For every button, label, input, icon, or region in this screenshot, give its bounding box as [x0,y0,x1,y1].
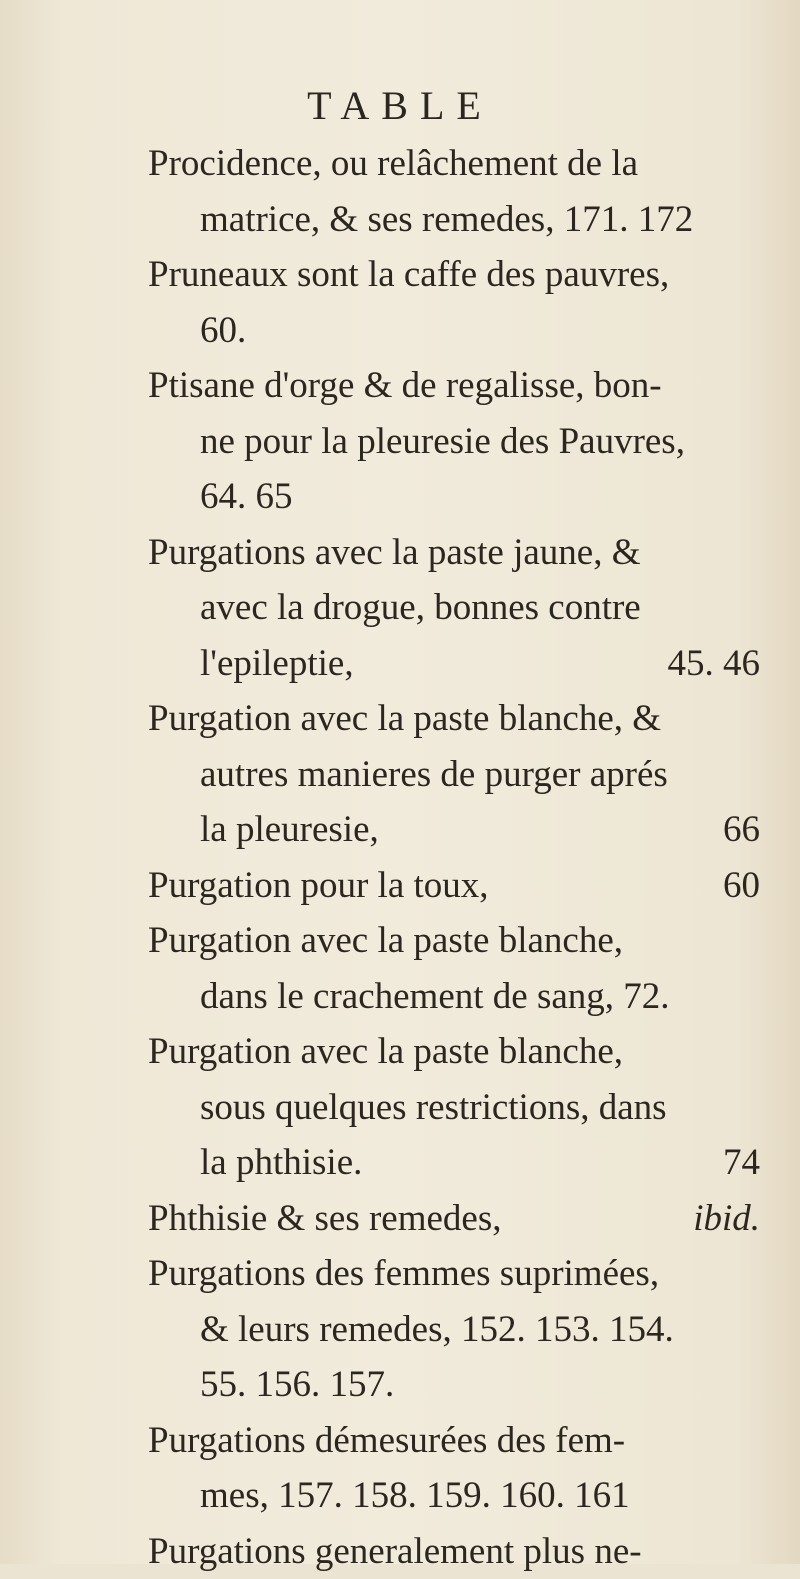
entry-text: Purgation avec la paste blanche, [148,920,623,961]
index-entry [148,358,778,525]
page-reference: 45. 46 [668,636,761,692]
entry-text: mes, 157. 158. 159. 160. 161 [200,1475,630,1516]
entry-continuation-line [148,469,778,525]
entry-heading-line [148,1524,778,1579]
entry-text: autres manieres de purger aprés [200,754,668,795]
entry-text: dans le crachement de sang, 72. [200,976,670,1017]
entry-text: Purgations avec la paste jaune, & [148,532,641,573]
entry-heading-line [148,1413,778,1469]
entry-heading-line [148,136,778,192]
entry-text: 64. 65 [200,476,293,517]
entry-text: avec la drogue, bonnes contre [200,587,641,628]
entry-heading-line [148,358,778,414]
entry-continuation-line [148,802,778,858]
index-entry [148,858,778,914]
entry-text: sous quelques restrictions, dans [200,1087,667,1128]
index-entry [148,1246,778,1413]
entry-continuation-line [148,747,778,803]
index-entry [148,913,778,1024]
index-entry [148,247,778,358]
entry-continuation-line [148,636,778,692]
entry-text: & leurs remedes, 152. 153. 154. [200,1309,674,1350]
entry-text: la pleuresie, [200,809,379,850]
entry-heading-line [148,247,778,303]
entry-text: Procidence, ou relâchement de la [148,143,638,184]
entry-text: Purgation pour la toux, [148,865,489,906]
index-entry [148,1413,778,1524]
entry-text: l'epileptie, [200,643,354,684]
entry-text: 55. 156. 157. [200,1364,394,1405]
entry-heading-line [148,1024,778,1080]
entry-text: la phthisie. [200,1142,362,1183]
entry-continuation-line [148,192,778,248]
entry-text: Purgation avec la paste blanche, & [148,698,661,739]
entry-text: matrice, & ses remedes, 171. 172 [200,199,693,240]
entry-continuation-line [148,1080,778,1136]
index-entry [148,136,778,247]
index-entry [148,525,778,692]
index-entry [148,1024,778,1191]
entry-heading-line [148,858,778,914]
entry-text: ne pour la pleuresie des Pauvres, [200,421,685,462]
entry-text: Purgations démesurées des fem- [148,1420,625,1461]
page-reference: 66 [723,802,760,858]
entry-continuation-line [148,414,778,470]
page-header: TABLE [0,82,800,129]
page-reference: 74 [723,1135,760,1191]
entry-text: Purgations des femmes suprimées, [148,1253,659,1294]
entry-continuation-line [148,1135,778,1191]
entry-continuation-line [148,303,778,359]
page-reference: 60 [723,858,760,914]
entry-text: Purgations generalement plus ne- [148,1531,642,1572]
index-entry [148,691,778,858]
index-entries [148,136,778,1579]
entry-heading-line [148,691,778,747]
entry-heading-line [148,913,778,969]
page-reference: ibid. [693,1191,760,1247]
entry-continuation-line [148,969,778,1025]
entry-continuation-line [148,1357,778,1413]
entry-text: Phthisie & ses remedes, [148,1198,502,1239]
entry-text: Pruneaux sont la caffe des pauvres, [148,254,669,295]
entry-text: Ptisane d'orge & de regalisse, bon- [148,365,662,406]
entry-continuation-line [148,1302,778,1358]
entry-text: 60. [200,310,246,351]
entry-continuation-line [148,580,778,636]
entry-heading-line [148,1191,778,1247]
entry-heading-line [148,525,778,581]
index-entry [148,1524,778,1579]
index-entry [148,1191,778,1247]
entry-text: Purgation avec la paste blanche, [148,1031,623,1072]
entry-continuation-line [148,1468,778,1524]
entry-heading-line [148,1246,778,1302]
